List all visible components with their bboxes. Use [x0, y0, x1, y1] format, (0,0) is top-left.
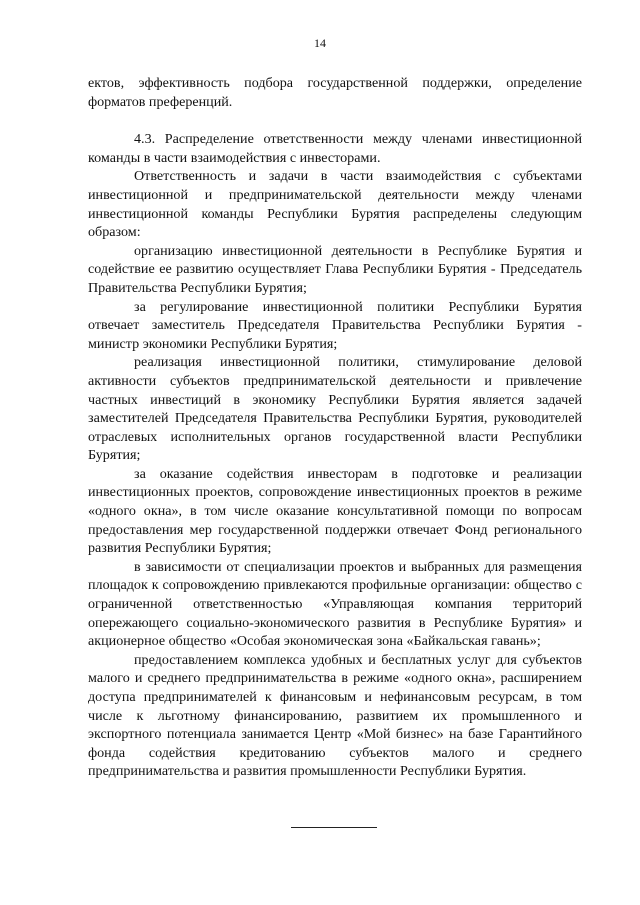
page-number: 14 — [314, 36, 326, 50]
list-item-deputy-chairman: за регулирование инвестиционной политики Республики Бурятия отвечает заместитель Председателя Правительства Республики Бурятия - министр экономики Республики Бурятия; — [88, 298, 582, 352]
list-item-profile-organizations: в зависимости от специализации проектов и выбранных для размещения площадок к сопровождению привлекаются профильные организации: общество с ограниченной ответственностью «Управляющая компания территорий опережающего социально-экономического развития в Республике Бурятия» и акционерное общество «Особая экономическая зона «Байкальская гавань»; — [88, 558, 582, 650]
paragraph-continuation: ектов, эффективность подбора государственной поддержки, определение форматов преференций. — [88, 75, 582, 110]
document-body — [88, 74, 582, 781]
paragraph-responsibility-intro: Ответственность и задачи в части взаимодействия с субъектами инвестиционной и предпринимательской деятельности между членами инвестиционной команды Республики Бурятия распределены следующим образом: — [88, 168, 582, 241]
list-item-regional-fund: за оказание содействия инвесторам в подготовке и реализации инвестиционных проектов, сопровождение инвестиционных проектов в режиме «одного окна», в том числе оказание консультативной помощи по вопросам предоставления мер государственной поддержки отвечает Фонд регионального развития Республики Бурятия; — [88, 465, 582, 557]
list-item-my-business-center: предоставлением комплекса удобных и бесплатных услуг для субъектов малого и среднего предпринимательства в режиме «одного окна», расширением доступа предпринимателей к финансовым и нефинансовым ресурсам, в том числе к льготному финансированию, развитием их промышленного и экспортного потенциала занимается Центр «Мой бизнес» на базе Гарантийного фонда содействия кредитованию субъектов малого и среднего предпринимательства и развития промышленности Республики Бурятия. — [88, 651, 582, 780]
closing-divider-line — [291, 827, 377, 828]
list-item-head-of-republic: организацию инвестиционной деятельности в Республике Бурятия и содействие ее развитию осуществляет Глава Республики Бурятия - Председатель Правительства Республики Бурятия; — [88, 242, 582, 296]
section-heading-4-3: 4.3. Распределение ответственности между членами инвестиционной команды в части взаимодействия с инвесторами. — [88, 131, 582, 166]
list-item-investment-policy: реализация инвестиционной политики, стимулирование деловой активности субъектов предпринимательской деятельности и привлечение частных инвестиций в экономику Республики Бурятия является задачей заместителей Председателя Правительства Республики Бурятия, руководителей отраслевых исполнительных органов государственной власти Республики Бурятия; — [88, 354, 582, 464]
